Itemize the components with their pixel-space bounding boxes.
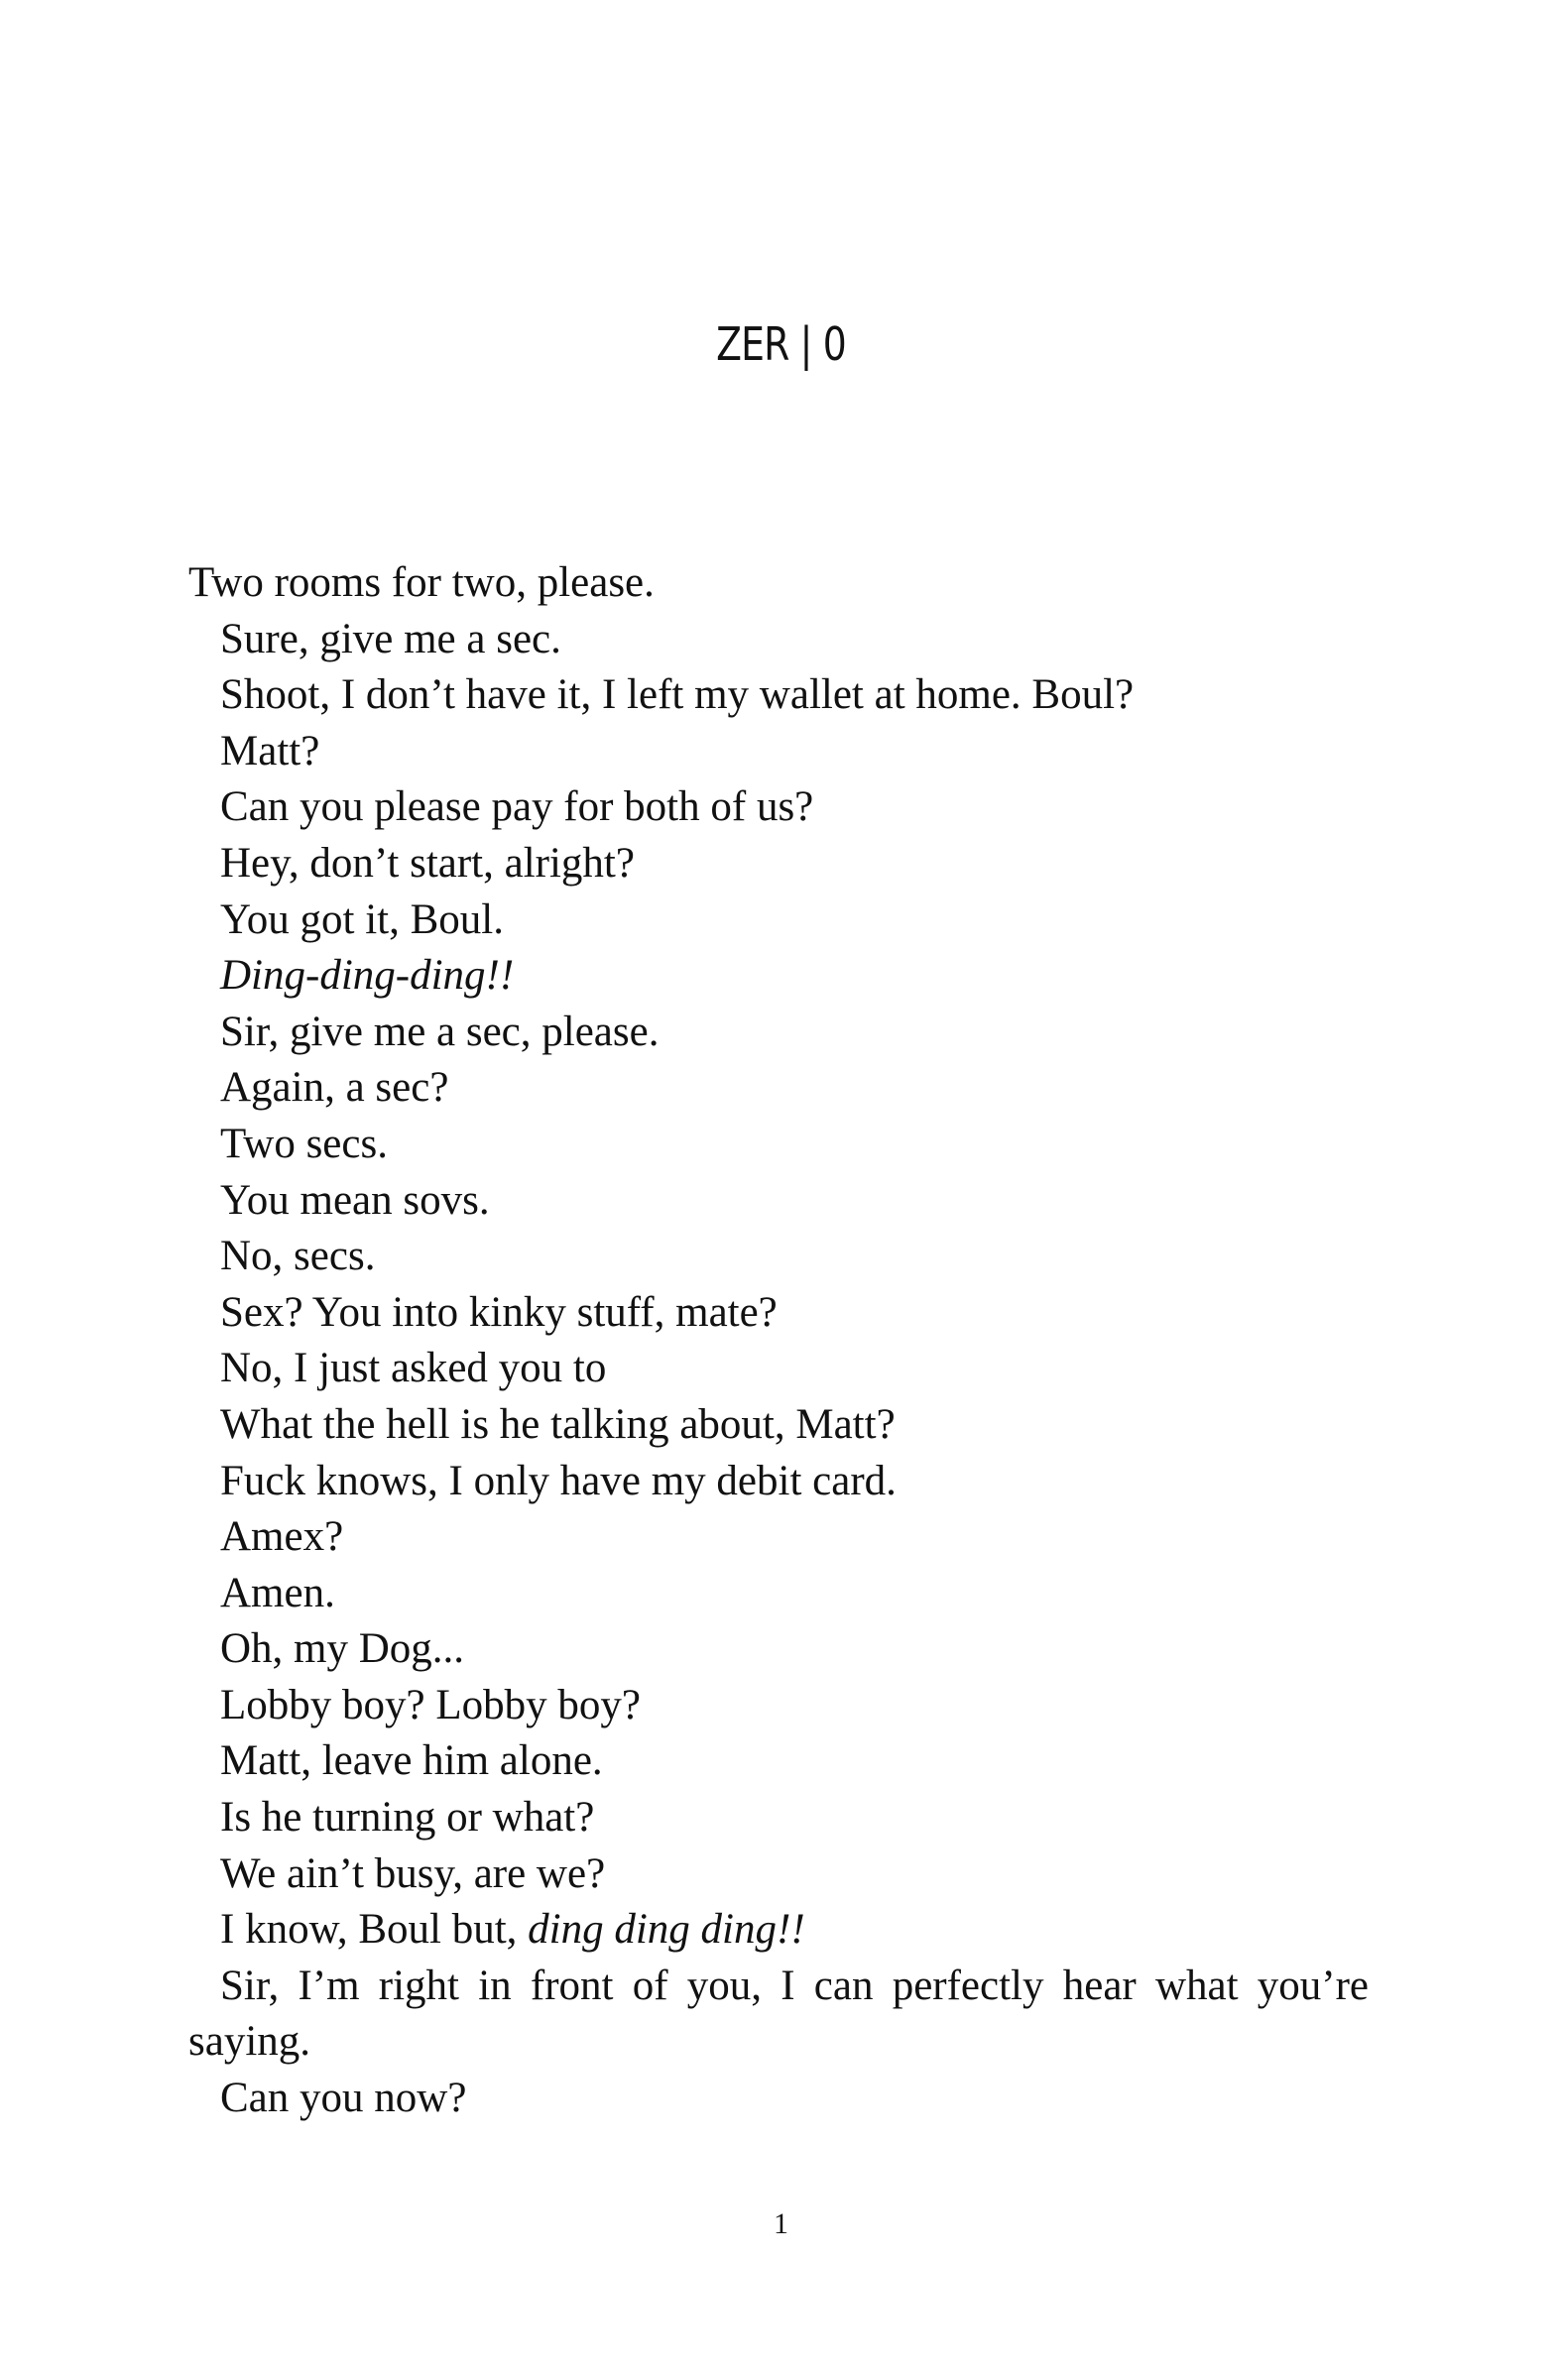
dialogue-line: Sir, give me a sec, please. (220, 1008, 660, 1055)
dialogue-line: You got it, Boul. (220, 895, 504, 943)
dialogue-line: Can you now? (220, 2075, 467, 2122)
dialogue-line: Hey, don’t start, alright? (220, 839, 635, 887)
dialogue-line: Two secs. (220, 1120, 388, 1167)
dialogue-line: Lobby boy? Lobby boy? (220, 1681, 641, 1728)
dialogue-line: Fuck knows, I only have my debit card. (220, 1457, 897, 1504)
dialogue-line: Amex? (220, 1513, 344, 1561)
dialogue-line: Matt, leave him alone. (220, 1737, 603, 1785)
dialogue-line: No, secs. (220, 1233, 376, 1280)
dialogue-line: You mean sovs. (220, 1176, 490, 1224)
dialogue-line: Can you please pay for both of us? (220, 783, 814, 831)
dialogue-line: Sex? You into kinky stuff, mate? (220, 1288, 778, 1336)
dialogue-line: No, I just asked you to (220, 1345, 607, 1392)
dialogue-line: Sir, I’m right in front of you, I can perfectly hear what you’re (220, 1962, 1369, 2009)
dialogue-segment: I know, Boul but, (220, 1906, 529, 1954)
dialogue-line: We ain’t busy, are we? (220, 1849, 606, 1897)
dialogue-line: Oh, my Dog... (220, 1625, 465, 1673)
dialogue-line: Matt? (220, 727, 320, 774)
dialogue-body (188, 555, 1379, 2127)
dialogue-line: Amen. (220, 1569, 335, 1616)
dialogue-line: Sure, give me a sec. (220, 615, 561, 662)
dialogue-line-mixed (188, 1902, 1379, 1959)
dialogue-line: What the hell is he talking about, Matt? (220, 1400, 896, 1448)
dialogue-line: Two rooms for two, please. (188, 559, 655, 606)
dialogue-line: Is he turning or what? (220, 1794, 595, 1842)
dialogue-line: Again, a sec? (220, 1064, 449, 1112)
page-number: 1 (774, 2207, 788, 2240)
chapter-title: ZER | 0 (716, 317, 846, 371)
dialogue-line-italic: Ding-ding-ding!! (220, 952, 515, 1000)
dialogue-segment-italic: ding ding ding!! (528, 1906, 805, 1954)
dialogue-line: Shoot, I don’t have it, I left my wallet at home. Boul? (220, 671, 1135, 719)
dialogue-line-continuation: saying. (188, 2018, 311, 2066)
